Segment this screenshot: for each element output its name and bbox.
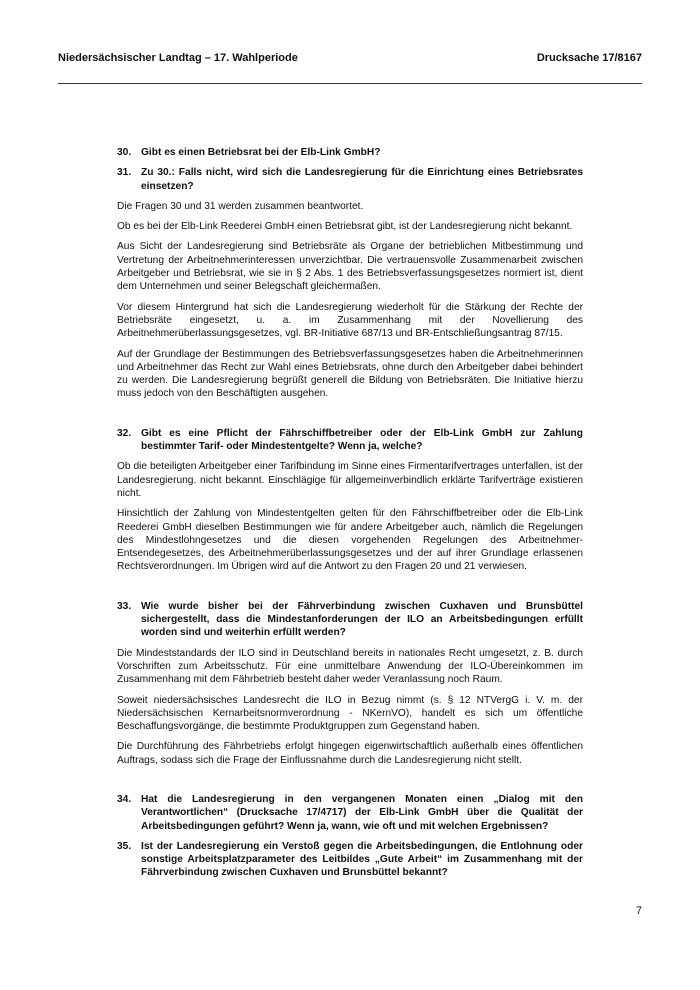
answer-paragraph: Ob es bei der Elb-Link Reederei GmbH einen Betriebsrat gibt, ist der Landesregierung nicht bekannt.	[117, 221, 573, 233]
answer-paragraph: Soweit niedersächsisches Landesrecht die ILO in Bezug nimmt (s. § 12 NTVergG i. V. m. der Niedersächsischen Kernarbeitsnormverordnung - NKernVO), handelt es sich um öffentliche Beschaffungsvorgänge, die bestimmte Produktgruppen zum Gegenstand haben.	[117, 694, 583, 733]
question-number: 33.	[117, 600, 132, 612]
page-number: 7	[635, 905, 642, 917]
question-text: Ist der Landesregierung ein Verstoß gegen die Arbeitsbedingungen, die Entlohnung oder sonstige Arbeitsplatzparameter des Leitbildes „Gute Arbeit“ im Zusammenhang mit der Fährverbindung zwischen Cuxhaven und Brunsbüttel bekannt?	[141, 840, 583, 879]
answer-paragraph: Aus Sicht der Landesregierung sind Betriebsräte als Organe der betrieblichen Mitbestimmung und Vertretung der Arbeitnehmerinteressen unverzichtbar. Die vertrauensvolle Zusammenarbeit zwischen Arbeitgeber und Betriebsrat, wie sie in § 2 Abs. 1 des Betriebsverfassungsgesetzes normiert ist, dient dem Unternehmen und seiner Belegschaft gleichermaßen.	[117, 241, 583, 293]
question-33	[117, 600, 583, 640]
question-text: Hat die Landesregierung in den vergangenen Monaten einen „Dialog mit den Verantwortlichen“ (Drucksache 17/4717) der Elb-Link GmbH über die Qualität der Arbeitsbedingungen geführt? Wenn ja, wann, wie oft und mit welchen Ergebnissen?	[141, 793, 583, 832]
question-number: 31.	[117, 167, 132, 179]
question-text: Wie wurde bisher bei der Fährverbindung zwischen Cuxhaven und Brunsbüttel sichergestellt, dass die Mindestanforderungen der ILO an Arbeitsbedingungen erfüllt worden sind und weiterhin erfüllt werden?	[141, 600, 583, 639]
document-body	[117, 146, 583, 887]
question-text: Gibt es einen Betriebsrat bei der Elb-Link GmbH?	[141, 147, 381, 158]
question-number: 34.	[117, 793, 132, 805]
answer-paragraph: Die Fragen 30 und 31 werden zusammen beantwortet.	[117, 200, 364, 212]
question-31	[117, 166, 583, 193]
section-spacer	[117, 581, 583, 600]
question-30	[117, 146, 583, 159]
answer-paragraph: Die Durchführung des Fährbetriebs erfolgt hingegen eigenwirtschaftlich außerhalb eines öffentlichen Auftrags, sodass sich die Frage der Einflussnahme durch die Landesregierung nicht stellt.	[117, 741, 583, 766]
page-header	[58, 52, 642, 64]
section-spacer	[117, 774, 583, 793]
question-number: 30.	[117, 147, 132, 158]
question-text: Gibt es eine Pflicht der Fährschiffbetreiber oder der Elb-Link GmbH zur Zahlung bestimmter Tarif- oder Mindestentgelte? Wenn ja, welche?	[141, 427, 583, 453]
question-text: Zu 30.: Falls nicht, wird sich die Landesregierung für die Einrichtung eines Betriebsrates einsetzen?	[141, 167, 583, 192]
section-spacer	[117, 408, 583, 427]
question-number: 35.	[117, 840, 132, 852]
question-number: 32.	[117, 427, 132, 439]
header-publication: Niedersächsischer Landtag – 17. Wahlperiode	[58, 52, 298, 64]
answer-paragraph: Vor diesem Hintergrund hat sich die Landesregierung wiederholt für die Stärkung der Rechte der Betriebsräte eingesetzt, u. a. im Zusammenhang mit der Novellierung des Arbeitnehmerüberlassungsgesetzes, vgl. BR-Initiative 687/13 und BR-Entschließungsantrag 87/15.	[117, 301, 583, 340]
answer-paragraph: Die Mindeststandards der ILO sind in Deutschland bereits in nationales Recht umgesetzt, z. B. durch Vorschriften zum Arbeitsschutz. Für eine unmittelbare Anwendung der ILO-Übereinkommen im Zusammenhang mit dem Fährbetrieb besteht daher weder Veranlassung noch Raum.	[117, 647, 583, 686]
header-divider	[58, 83, 642, 84]
answer-paragraph: Auf der Grundlage der Bestimmungen des Betriebsverfassungsgesetzes haben die Arbeitnehmerinnen und Arbeitnehmer das Recht zur Wahl eines Betriebsrats, ohne durch den Arbeitgeber dabei behindert zu werden. Die Landesregierung begrüßt generell die Bildung von Betriebsräten. Die Initiative hierzu muss jedoch von den Beschäftigten ausgehen.	[117, 348, 583, 400]
answer-paragraph: Hinsichtlich der Zahlung von Mindestentgelten gelten für den Fährschiffbetreiber oder die Elb-Link Reederei GmbH dieselben Bestimmungen wie für andere Arbeitgeber auch, nämlich die Regelungen des Mindestlohngesetzes und die diesen vorgehenden Regelungen des Arbeitnehmer-Entsendegesetzes, des Arbeitnehmerüberlassungsgesetzes und der auf ihrer Grundlage erlassenen Rechtsverordnungen. Im Übrigen wird auf die Antwort zu den Fragen 20 und 21 verwiesen.	[117, 508, 583, 573]
question-32	[117, 427, 583, 454]
header-document-number: Drucksache 17/8167	[536, 52, 642, 64]
answer-paragraph: Ob die beteiligten Arbeitgeber einer Tarifbindung im Sinne eines Firmentarifvertrages unterfallen, ist der Landesregierung. nicht bekannt. Einschlägige für allgemeinverbindlich erklärte Tarifverträge existieren nicht.	[117, 461, 583, 499]
question-34	[117, 793, 583, 833]
question-35	[117, 840, 583, 880]
